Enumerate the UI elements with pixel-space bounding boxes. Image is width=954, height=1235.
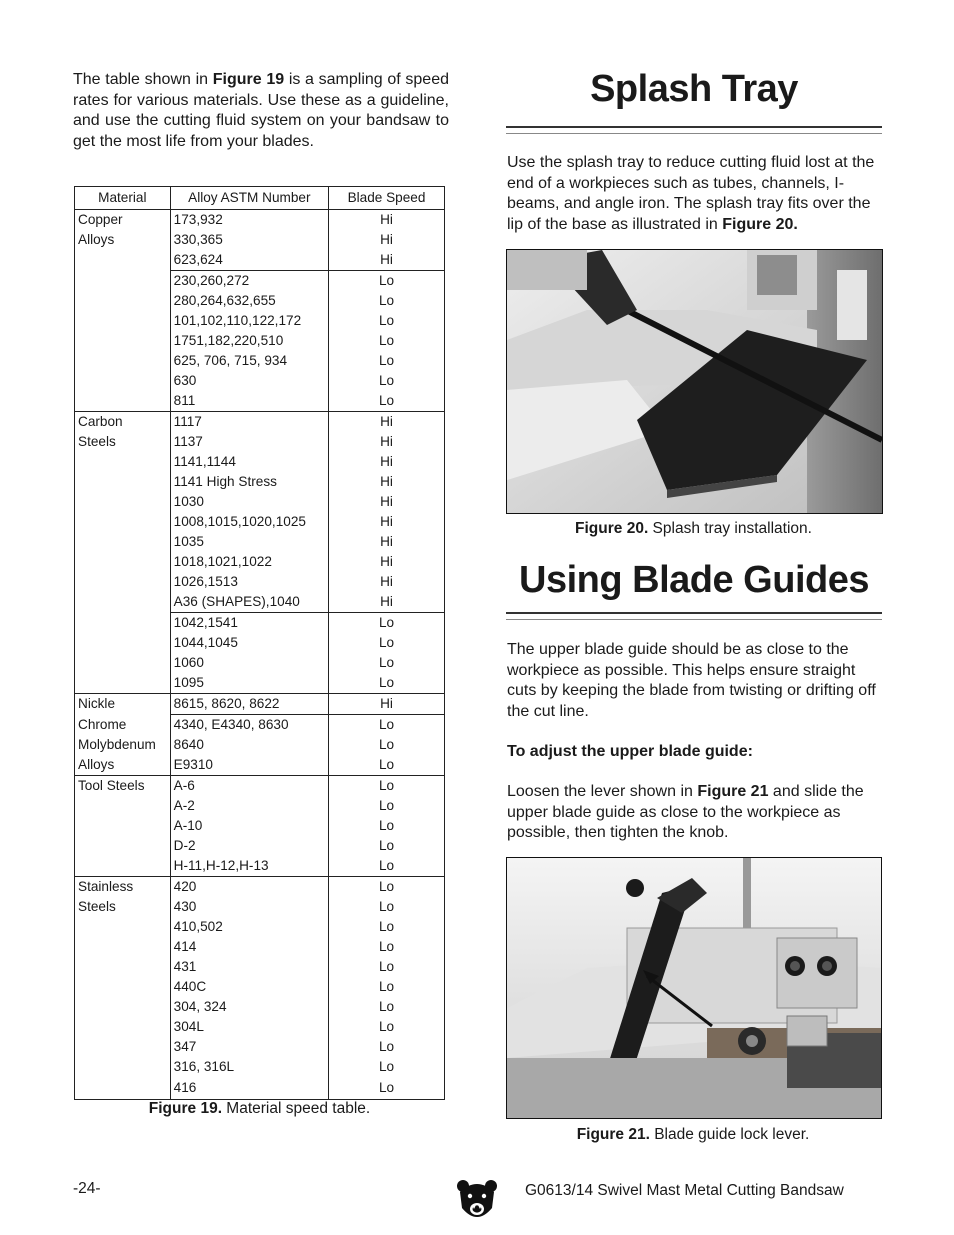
alloy-cell: 1141,1144 (170, 452, 328, 472)
material-cell (75, 957, 171, 977)
material-cell (75, 673, 171, 694)
blade-speed-cell: Lo (329, 633, 445, 653)
blade-guides-rule (506, 612, 882, 614)
table-row (75, 997, 445, 1017)
blade-speed-cell: Hi (329, 552, 445, 572)
table-row (75, 1057, 445, 1077)
figure-19-caption: Figure 19. Material speed table. (148, 1100, 371, 1117)
material-cell: Stainless (75, 877, 171, 898)
blade-speed-cell: Lo (329, 613, 445, 634)
table-row (75, 836, 445, 856)
table-row (75, 937, 445, 957)
splash-tray-paragraph: Use the splash tray to reduce cutting fluid lost at the end of a workpieces such as tubes, channels, I-beams, and angle iron. The splash tray fits over the lip of the base as illustrated in Figure 20. (507, 154, 875, 233)
blade-guides-rule-thin (506, 619, 882, 620)
alloy-cell: 304L (170, 1017, 328, 1037)
material-cell (75, 351, 171, 371)
splash-tray-heading: Splash Tray (590, 68, 798, 110)
material-cell (75, 977, 171, 997)
material-cell (75, 592, 171, 613)
blade-speed-cell: Hi (329, 572, 445, 592)
material-speed-table (74, 186, 445, 1100)
alloy-cell: 8615, 8620, 8622 (170, 694, 328, 715)
material-cell (75, 492, 171, 512)
material-cell: Carbon (75, 412, 171, 433)
alloy-cell: 8640 (170, 735, 328, 755)
material-cell (75, 371, 171, 391)
blade-speed-cell: Lo (329, 755, 445, 776)
alloy-cell: 330,365 (170, 230, 328, 250)
table-row (75, 977, 445, 997)
splash-tray-rule (506, 126, 882, 128)
table-row (75, 856, 445, 877)
material-cell (75, 552, 171, 572)
material-cell: Tool Steels (75, 776, 171, 797)
material-cell (75, 1057, 171, 1077)
splash-tray-photo (506, 249, 883, 514)
table-header-row (75, 187, 445, 210)
blade-speed-cell: Lo (329, 331, 445, 351)
table-row (75, 694, 445, 715)
table-row (75, 331, 445, 351)
table-row (75, 291, 445, 311)
blade-speed-cell: Lo (329, 997, 445, 1017)
material-cell: Nickle (75, 694, 171, 715)
blade-speed-cell: Hi (329, 210, 445, 231)
table-body (75, 210, 445, 1100)
blade-speed-cell: Hi (329, 452, 445, 472)
alloy-cell: 414 (170, 937, 328, 957)
table-row (75, 452, 445, 472)
alloy-cell: 440C (170, 977, 328, 997)
material-cell (75, 796, 171, 816)
table-row (75, 572, 445, 592)
blade-speed-cell: Lo (329, 776, 445, 797)
blade-speed-cell: Lo (329, 836, 445, 856)
alloy-cell: 1141 High Stress (170, 472, 328, 492)
alloy-cell: 347 (170, 1037, 328, 1057)
alloy-cell: D-2 (170, 836, 328, 856)
footer-title: G0613/14 Swivel Mast Metal Cutting Bandsaw (525, 1182, 844, 1199)
table-row (75, 796, 445, 816)
material-cell: Copper (75, 210, 171, 231)
table-row (75, 532, 445, 552)
blade-speed-cell: Hi (329, 230, 445, 250)
alloy-cell: 316, 316L (170, 1057, 328, 1077)
blade-speed-cell: Hi (329, 412, 445, 433)
material-cell (75, 653, 171, 673)
blade-speed-cell: Lo (329, 351, 445, 371)
table-row (75, 917, 445, 937)
blade-speed-cell: Lo (329, 1057, 445, 1077)
blade-speed-cell: Lo (329, 1037, 445, 1057)
material-cell (75, 512, 171, 532)
table-row (75, 512, 445, 532)
blade-speed-cell: Hi (329, 492, 445, 512)
alloy-cell: 431 (170, 957, 328, 977)
material-cell: Alloys (75, 755, 171, 776)
blade-speed-cell: Lo (329, 271, 445, 292)
table-row (75, 311, 445, 331)
blade-speed-cell: Lo (329, 897, 445, 917)
blade-guide-photo (506, 857, 882, 1119)
material-cell (75, 572, 171, 592)
material-cell (75, 1017, 171, 1037)
header-alloy: Alloy ASTM Number (170, 187, 328, 210)
material-cell: Steels (75, 432, 171, 452)
blade-speed-cell: Lo (329, 291, 445, 311)
blade-speed-cell: Lo (329, 391, 445, 412)
blade-speed-cell: Lo (329, 1017, 445, 1037)
material-cell (75, 391, 171, 412)
blade-speed-cell: Lo (329, 877, 445, 898)
alloy-cell: 1008,1015,1020,1025 (170, 512, 328, 532)
table-row (75, 1037, 445, 1057)
material-cell (75, 816, 171, 836)
alloy-cell: 630 (170, 371, 328, 391)
table-row (75, 715, 445, 736)
material-cell (75, 917, 171, 937)
alloy-cell: 230,260,272 (170, 271, 328, 292)
blade-speed-cell: Lo (329, 673, 445, 694)
blade-speed-cell: Hi (329, 512, 445, 532)
blade-speed-cell: Lo (329, 311, 445, 331)
table-row (75, 250, 445, 271)
grizzly-bear-logo-icon (456, 1178, 498, 1224)
material-cell: Molybdenum (75, 735, 171, 755)
header-blade-speed: Blade Speed (329, 187, 445, 210)
table-row (75, 897, 445, 917)
blade-speed-cell: Hi (329, 694, 445, 715)
material-cell (75, 250, 171, 271)
blade-speed-cell: Lo (329, 816, 445, 836)
figure-21-reference: Figure 21 (697, 783, 769, 800)
blade-guide-illustration (507, 858, 881, 1118)
blade-guides-instructions: Loosen the lever shown in Figure 21 and slide the upper blade guide as close to the workpiece as possible, then tighten the knob. (507, 783, 864, 841)
header-material: Material (75, 187, 171, 210)
table-row (75, 755, 445, 776)
alloy-cell: A36 (SHAPES),1040 (170, 592, 328, 613)
alloy-cell: 430 (170, 897, 328, 917)
material-cell (75, 613, 171, 634)
table-row (75, 371, 445, 391)
table-row (75, 472, 445, 492)
alloy-cell: 1137 (170, 432, 328, 452)
alloy-cell: 410,502 (170, 917, 328, 937)
material-cell: Steels (75, 897, 171, 917)
blade-speed-cell: Hi (329, 250, 445, 271)
alloy-cell: A-6 (170, 776, 328, 797)
table-row (75, 776, 445, 797)
alloy-cell: 1117 (170, 412, 328, 433)
table-row (75, 432, 445, 452)
table-row (75, 633, 445, 653)
material-cell (75, 271, 171, 292)
alloy-cell: 1060 (170, 653, 328, 673)
material-cell (75, 452, 171, 472)
table-row (75, 816, 445, 836)
material-cell (75, 1037, 171, 1057)
table-row (75, 492, 445, 512)
alloy-cell: 4340, E4340, 8630 (170, 715, 328, 736)
material-cell (75, 331, 171, 351)
splash-tray-illustration (507, 250, 882, 513)
alloy-cell: 1018,1021,1022 (170, 552, 328, 572)
blade-speed-cell: Lo (329, 957, 445, 977)
table-row (75, 271, 445, 292)
alloy-cell: 1026,1513 (170, 572, 328, 592)
blade-speed-cell: Hi (329, 432, 445, 452)
table-row (75, 412, 445, 433)
alloy-cell: H-11,H-12,H-13 (170, 856, 328, 877)
figure-19-reference: Figure 19 (212, 71, 285, 88)
page-number: -24- (73, 1180, 101, 1197)
alloy-cell: 304, 324 (170, 997, 328, 1017)
material-cell: Chrome (75, 715, 171, 736)
material-cell (75, 291, 171, 311)
table-row (75, 735, 445, 755)
alloy-cell: 1030 (170, 492, 328, 512)
blade-guides-heading: Using Blade Guides (519, 559, 869, 601)
blade-guides-paragraph: The upper blade guide should be as close to the workpiece as possible. This helps ensure straight cuts by keeping the blade from twisting or drifting off the cut line. (507, 641, 876, 720)
alloy-cell: 173,932 (170, 210, 328, 231)
material-cell (75, 1077, 171, 1100)
blade-speed-cell: Lo (329, 917, 445, 937)
alloy-cell: 101,102,110,122,172 (170, 311, 328, 331)
material-cell (75, 836, 171, 856)
blade-speed-cell: Lo (329, 371, 445, 391)
blade-speed-cell: Lo (329, 653, 445, 673)
material-cell (75, 997, 171, 1017)
figure-21-caption: Figure 21. Blade guide lock lever. (576, 1126, 810, 1143)
table-row (75, 230, 445, 250)
blade-speed-cell: Lo (329, 977, 445, 997)
figure-20-caption: Figure 20. Splash tray installation. (575, 520, 812, 537)
alloy-cell: 1035 (170, 532, 328, 552)
table-row (75, 210, 445, 231)
alloy-cell: 811 (170, 391, 328, 412)
blade-speed-cell: Lo (329, 735, 445, 755)
blade-speed-cell: Lo (329, 856, 445, 877)
table-row (75, 552, 445, 572)
material-cell (75, 311, 171, 331)
table-row (75, 391, 445, 412)
blade-speed-cell: Lo (329, 715, 445, 736)
blade-speed-cell: Lo (329, 937, 445, 957)
blade-speed-cell: Lo (329, 1077, 445, 1100)
table-row (75, 1077, 445, 1100)
alloy-cell: 1044,1045 (170, 633, 328, 653)
table-row (75, 957, 445, 977)
table-row (75, 653, 445, 673)
material-cell (75, 937, 171, 957)
alloy-cell: E9310 (170, 755, 328, 776)
intro-paragraph: The table shown in Figure 19 is a sampling of speed rates for various materials. Use these as a guideline, and use the cutting fluid system on your bandsaw to get the most life from your blades. (73, 71, 450, 150)
blade-speed-cell: Lo (329, 796, 445, 816)
table-row (75, 877, 445, 898)
alloy-cell: A-10 (170, 816, 328, 836)
material-cell: Alloys (75, 230, 171, 250)
table-row (75, 351, 445, 371)
material-cell (75, 633, 171, 653)
alloy-cell: 1751,182,220,510 (170, 331, 328, 351)
splash-tray-rule-thin (506, 133, 882, 134)
alloy-cell: A-2 (170, 796, 328, 816)
alloy-cell: 1042,1541 (170, 613, 328, 634)
blade-speed-cell: Hi (329, 532, 445, 552)
alloy-cell: 280,264,632,655 (170, 291, 328, 311)
alloy-cell: 420 (170, 877, 328, 898)
material-cell (75, 472, 171, 492)
material-cell (75, 532, 171, 552)
table-row (75, 1017, 445, 1037)
blade-speed-cell: Hi (329, 592, 445, 613)
alloy-cell: 625, 706, 715, 934 (170, 351, 328, 371)
material-cell (75, 856, 171, 877)
table-row (75, 592, 445, 613)
table-row (75, 673, 445, 694)
alloy-cell: 416 (170, 1077, 328, 1100)
alloy-cell: 1095 (170, 673, 328, 694)
blade-speed-cell: Hi (329, 472, 445, 492)
figure-20-reference: Figure 20. (722, 215, 798, 233)
blade-guides-subheading: To adjust the upper blade guide: (507, 743, 753, 760)
table-row (75, 613, 445, 634)
alloy-cell: 623,624 (170, 250, 328, 271)
